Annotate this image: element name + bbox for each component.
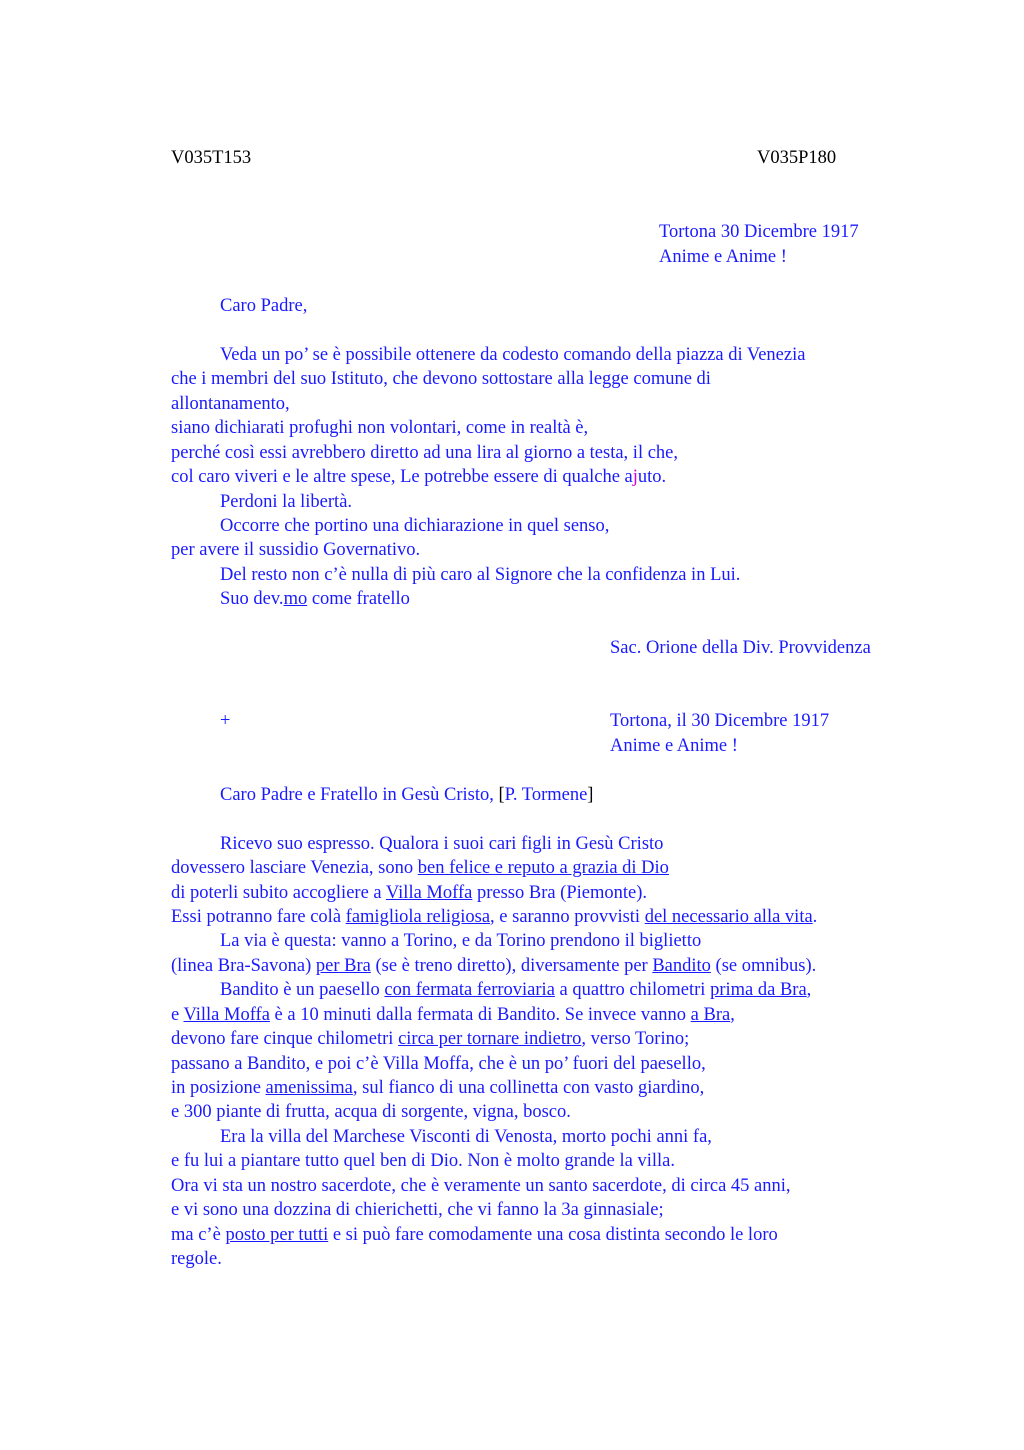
letter2-line — [171, 906, 817, 928]
text-run: . — [812, 907, 818, 927]
text-run: è a 10 minuti dalla fermata di Bandito. Se invece vanno — [269, 1005, 691, 1025]
letter2-line: e vi sono una dozzina di chierichetti, che vi fanno la 3a ginnasiale; — [171, 1200, 664, 1220]
text-run: , e saranno provvisti — [490, 907, 645, 927]
underlined-text: posto per tutti — [225, 1225, 329, 1245]
text-run: Suo dev. — [220, 589, 284, 609]
highlighted-letter: j — [632, 467, 638, 487]
underlined-text: per Bra — [315, 956, 371, 976]
text-run: , sul fianco di una collinetta con vasto giardino, — [352, 1078, 705, 1098]
bracket: [ — [498, 785, 505, 805]
underlined-text: ben felice e reputo a grazia di Dio — [417, 858, 669, 878]
letter2-motto: Anime e Anime ! — [610, 736, 738, 756]
letter2-line: regole. — [171, 1249, 222, 1269]
text-run: Bandito è un paesello — [220, 980, 385, 1000]
underlined-text: Villa Moffa — [183, 1005, 270, 1025]
text-run: ma c’è — [171, 1225, 226, 1245]
letter1-line: allontanamento, — [171, 394, 290, 414]
text-run: , — [806, 980, 812, 1000]
letter2-line — [220, 979, 811, 1001]
text-run: col caro viveri e le altre spese, Le potrebbe essere di qualche a — [171, 467, 633, 487]
underlined-text: circa per tornare indietro — [398, 1029, 582, 1049]
text-run: uto. — [637, 467, 667, 487]
letter2-line — [171, 1077, 704, 1099]
document-code-right: V035P180 — [757, 148, 837, 168]
letter1-line: per avere il sussidio Governativo. — [171, 540, 421, 560]
text-run: di poterli subito accogliere a — [171, 883, 386, 903]
letter1-line: Del resto non c’è nulla di più caro al Signore che la confidenza in Lui. — [220, 565, 741, 585]
underlined-text: con fermata ferroviaria — [384, 980, 555, 1000]
underlined-text: a Bra — [690, 1005, 731, 1025]
text-run: dovessero lasciare Venezia, sono — [171, 858, 418, 878]
letter2-line: Ricevo suo espresso. Qualora i suoi cari figli in Gesù Cristo — [220, 834, 664, 854]
letter2-line: Ora vi sta un nostro sacerdote, che è veramente un santo sacerdote, di circa 45 anni, — [171, 1176, 791, 1196]
text-run: Caro Padre e Fratello in Gesù Cristo, — [220, 785, 499, 805]
letter1-motto: Anime e Anime ! — [659, 247, 787, 267]
letter1-date: Tortona 30 Dicembre 1917 — [659, 222, 859, 242]
text-run: e si può fare comodamente una cosa distinta secondo le loro — [328, 1225, 778, 1245]
text-run: , verso Torino; — [581, 1029, 690, 1049]
letter1-line: perché così essi avrebbero diretto ad una lira al giorno a testa, il che, — [171, 443, 679, 463]
underlined-text: amenissima — [265, 1078, 353, 1098]
letter2-line: e 300 piante di frutta, acqua di sorgente, vigna, bosco. — [171, 1102, 571, 1122]
text-run: devono fare cinque chilometri — [171, 1029, 399, 1049]
document-code-left: V035T153 — [171, 148, 252, 168]
letter2-date: Tortona, il 30 Dicembre 1917 — [610, 711, 830, 731]
text-run: presso Bra (Piemonte). — [472, 883, 648, 903]
letter2-salutation — [220, 784, 593, 806]
text-run: e — [171, 1005, 184, 1025]
letter2-line — [171, 1224, 778, 1246]
letter1-line: Occorre che portino una dichiarazione in quel senso, — [220, 516, 610, 536]
letter2-line — [171, 1028, 689, 1050]
underlined-text: prima da Bra — [710, 980, 807, 1000]
letter1-line: Perdoni la libertà. — [220, 492, 353, 512]
letter1-line: Veda un po’ se è possibile ottenere da codesto comando della piazza di Venezia — [220, 345, 806, 365]
letter2-line — [171, 955, 816, 977]
underlined-text: Villa Moffa — [385, 883, 473, 903]
letter1-line — [171, 466, 666, 488]
text-run: a quattro chilometri — [554, 980, 711, 1000]
text-run: , — [730, 1005, 735, 1025]
underlined-text: mo — [283, 589, 308, 609]
text-run: in posizione — [171, 1078, 266, 1098]
text-run: come fratello — [307, 589, 410, 609]
letter2-line — [171, 1004, 735, 1026]
text-run: (se omnibus). — [710, 956, 817, 976]
letter2-line: passano a Bandito, e poi c’è Villa Moffa, che è un po’ fuori del paesello, — [171, 1054, 706, 1074]
letter2-line: La via è questa: vanno a Torino, e da Torino prendono il biglietto — [220, 931, 702, 951]
letter1-salutation: Caro Padre, — [220, 296, 308, 316]
text-run: (se è treno diretto), diversamente per — [370, 956, 653, 976]
underlined-text: Bandito — [652, 956, 711, 976]
letter2-line: Era la villa del Marchese Visconti di Venosta, morto pochi anni fa, — [220, 1127, 712, 1147]
letter2-line — [171, 857, 669, 879]
letter1-line: che i membri del suo Istituto, che devono sottostare alla legge comune di — [171, 369, 711, 389]
bracket: ] — [587, 785, 594, 805]
letter1-line: siano dichiarati profughi non volontari, come in realtà è, — [171, 418, 589, 438]
editor-note: P. Tormene — [504, 785, 588, 805]
letter2-line — [171, 882, 647, 904]
text-run: Essi potranno fare colà — [171, 907, 346, 927]
letter1-closing — [220, 588, 410, 610]
underlined-text: famigliola religiosa — [345, 907, 491, 927]
cross-symbol: + — [220, 711, 231, 731]
letter2-line: e fu lui a piantare tutto quel ben di Dio. Non è molto grande la villa. — [171, 1151, 675, 1171]
letter1-signature: Sac. Orione della Div. Provvidenza — [610, 638, 871, 658]
underlined-text: del necessario alla vita — [644, 907, 813, 927]
text-run: (linea Bra-Savona) — [171, 956, 316, 976]
